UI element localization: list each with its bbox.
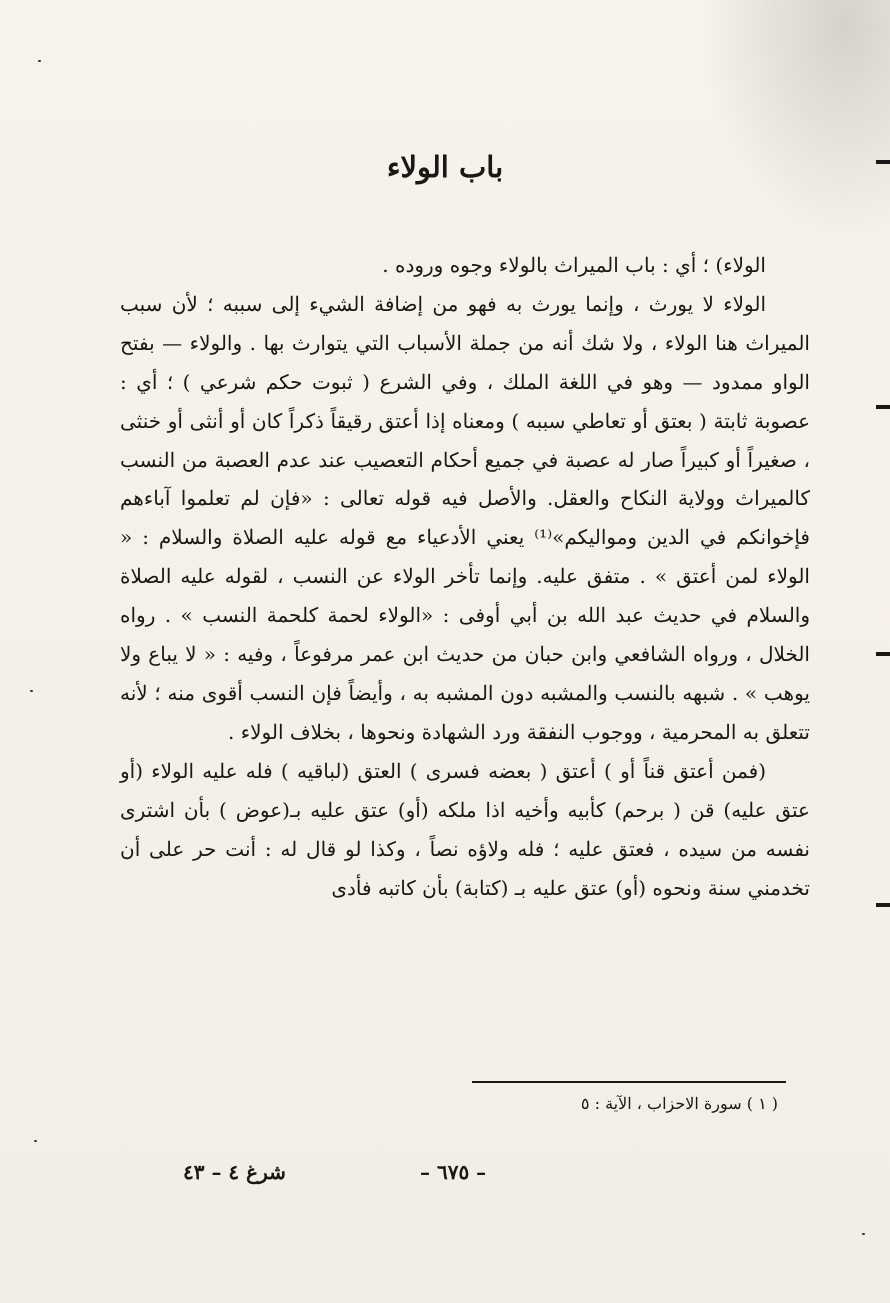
footnote: ( ١ ) سورة الاحزاب ، الآية : ٥ (580, 1094, 778, 1113)
edge-mark (876, 903, 890, 907)
speck (38, 60, 41, 62)
paragraph: الولاء) ؛ أي : باب الميراث بالولاء وجوه وروده . (382, 253, 766, 277)
body-text (120, 246, 810, 907)
edge-mark (876, 652, 890, 656)
page-number: – ٦٧٥ – (420, 1160, 487, 1184)
chapter-title: باب الولاء (386, 150, 504, 184)
footnote-divider (472, 1081, 786, 1083)
printer-signature: شرغ ٤ – ٤٣ (183, 1160, 286, 1184)
speck (862, 1233, 865, 1235)
edge-mark (876, 405, 890, 409)
paragraph: الولاء لا يورث ، وإنما يورث به فهو من إضافة الشيء إلى سببه ؛ لأن سبب الميراث هنا الولاء ، ولا شك أنه من جملة الأسباب التي يتوارث بها . والولاء — بفتح الواو ممدود — وهو في اللغة الملك ، وفي الشرع ( ثبوت حكم شرعي ) ؛ أي : عصوبة ثابتة ( بعتق أو تعاطي سببه ) ومعناه إذا أعتق رقيقاً ذكراً كان أو أنثى أو خنثى ، صغيراً أو كبيراً صار له عصبة في جميع أحكام التعصيب عند عدم العصبة من النسب كالميراث وولاية النكاح والعقل. والأصل فيه قوله تعالى : «فإن لم تعلموا آباءهم فإخوانكم في الدين ومواليكم»⁽¹⁾ يعني الأدعياء مع قوله عليه الصلاة والسلام : « الولاء لمن أعتق » . متفق عليه. وإنما تأخر الولاء عن النسب ، لقوله عليه الصلاة والسلام في حديث عبد الله بن أبي أوفى : «الولاء لحمة كلحمة النسب » . رواه الخلال ، ورواه الشافعي وابن حبان من حديث ابن عمر مرفوعاً ، وفيه : « لا يباع ولا يوهب » . شبهه بالنسب والمشبه دون المشبه به ، وأيضاً فإن النسب أقوى منه ؛ لأنه تتعلق به المحرمية ، ووجوب النفقة ورد الشهادة ونحوها ، بخلاف الولاء . (120, 291, 810, 744)
speck (30, 690, 33, 692)
paragraph: (فمن أعتق قناً أو ) أعتق ( بعضه فسرى ) العتق (لباقيه ) فله عليه الولاء (أو عتق عليه) قن ( برحم) كأبيه وأخيه اذا ملكه (أو) عتق عليه بـ(عوض ) بأن اشترى نفسه من سيده ، فعتق عليه ؛ فله ولاؤه نصاً ، وكذا لو قال له : أنت حر على أن تخدمني سنة ونحوه (أو) عتق عليه بـ (كتابة) بأن كاتبه فأدى (120, 758, 810, 900)
speck (34, 1140, 37, 1142)
